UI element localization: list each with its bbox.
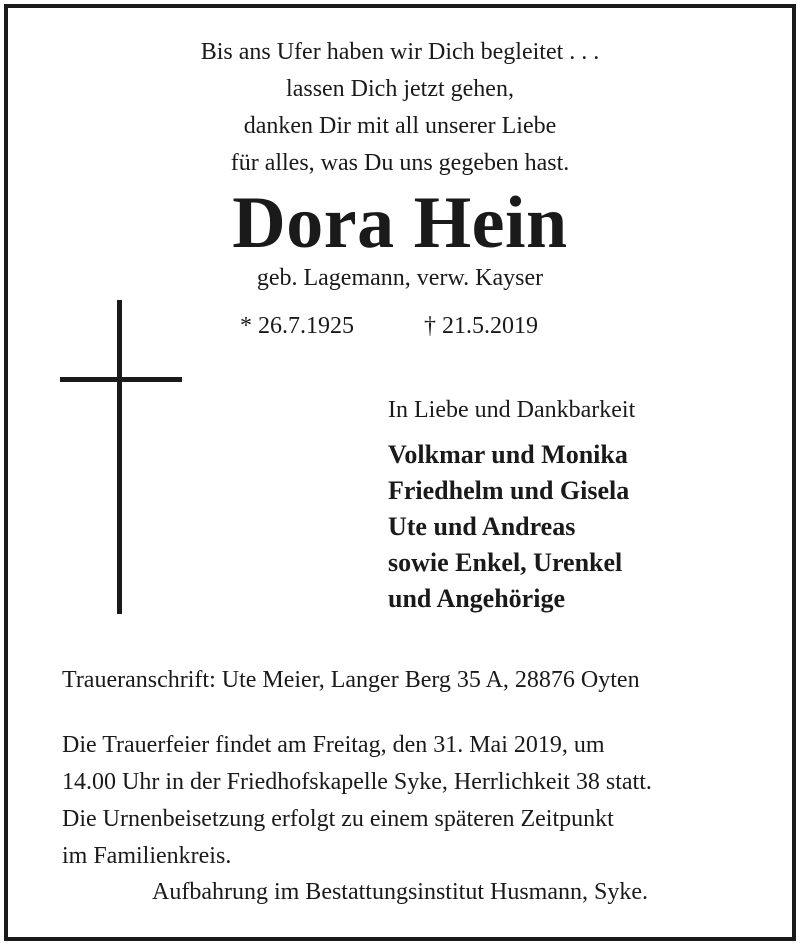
poem-line: Bis ans Ufer haben wir Dich begleitet . . . xyxy=(200,39,600,65)
poem-line: für alles, was Du uns gegeben hast. xyxy=(230,150,570,176)
mourner-name: Ute und Andreas xyxy=(388,512,576,541)
poem-line: danken Dir mit all unserer Liebe xyxy=(243,113,557,139)
death-date: † 21.5.2019 xyxy=(424,313,538,339)
mourner-name: und Angehörige xyxy=(388,584,565,613)
ceremony-line: im Familienkreis. xyxy=(62,843,232,869)
mourner-name: Friedhelm und Gisela xyxy=(388,476,630,505)
ceremony-info xyxy=(62,727,652,875)
mourners-list xyxy=(388,437,629,617)
mourner-name: sowie Enkel, Urenkel xyxy=(388,548,623,577)
birth-date: * 26.7.1925 xyxy=(240,313,354,339)
viewing-info: Aufbahrung im Bestattungsinstitut Husmann, Syke. xyxy=(152,879,648,905)
deceased-name: Dora Hein xyxy=(232,182,568,264)
ceremony-line: Die Trauerfeier findet am Freitag, den 31. Mai 2019, um xyxy=(62,732,605,758)
cross-vertical-bar xyxy=(117,300,122,614)
ceremony-line: 14.00 Uhr in der Friedhofskapelle Syke, Herrlichkeit 38 statt. xyxy=(62,769,652,795)
mourner-name: Volkmar und Monika xyxy=(388,440,628,469)
mourners-intro: In Liebe und Dankbarkeit xyxy=(388,397,636,423)
poem-line: lassen Dich jetzt gehen, xyxy=(286,76,514,102)
mourning-address: Traueranschrift: Ute Meier, Langer Berg 35 A, 28876 Oyten xyxy=(62,667,640,693)
ceremony-line: Die Urnenbeisetzung erfolgt zu einem späteren Zeitpunkt xyxy=(62,806,614,832)
cross-icon xyxy=(60,300,182,614)
cross-horizontal-bar xyxy=(60,377,182,382)
memorial-poem xyxy=(0,34,800,182)
maiden-name: geb. Lagemann, verw. Kayser xyxy=(256,265,544,291)
